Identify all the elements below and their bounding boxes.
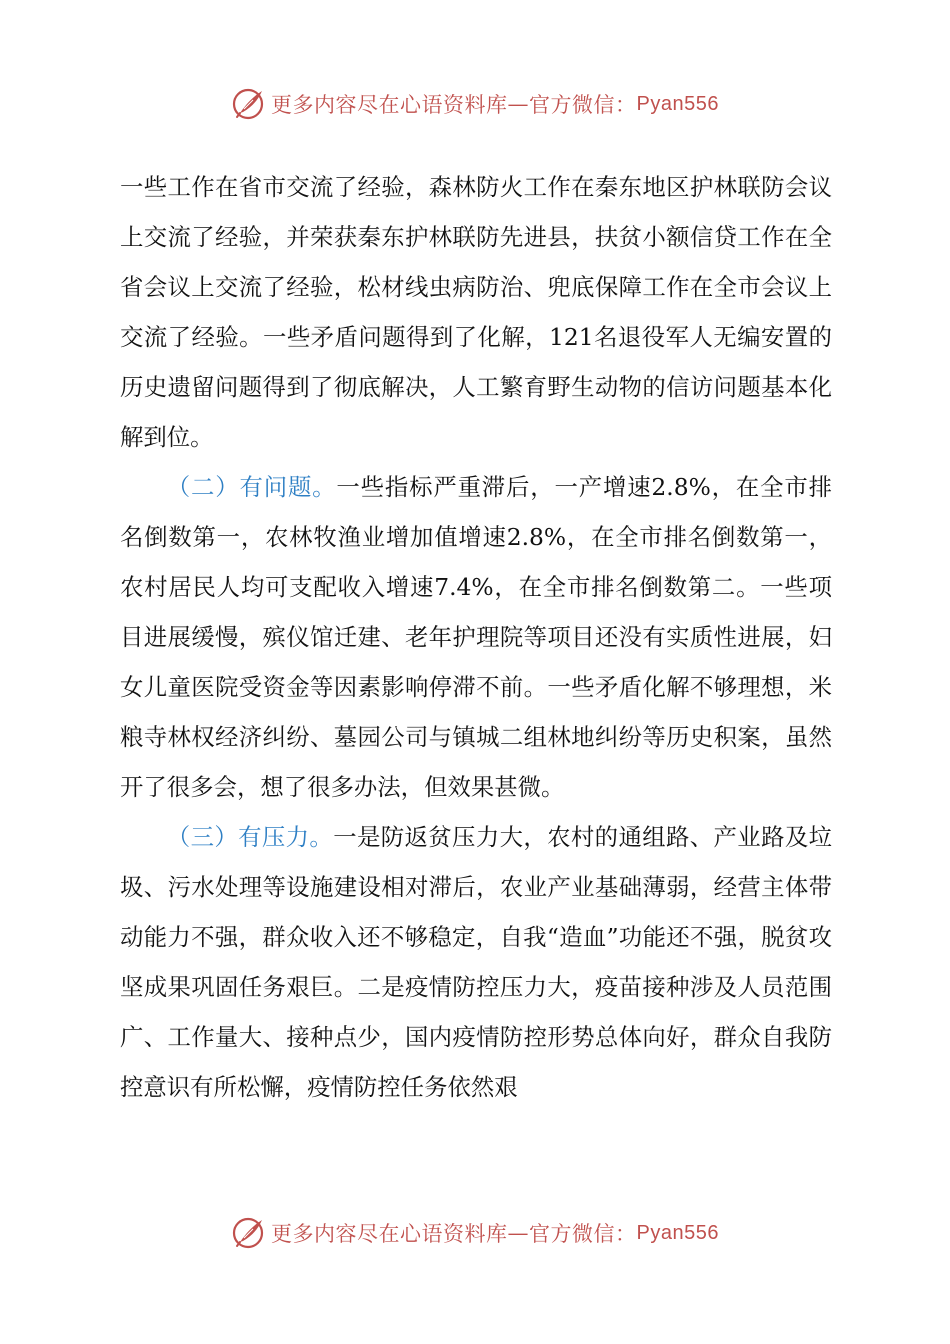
- document-body: [120, 162, 832, 1112]
- footer-wechat-label: 官方微信：: [529, 1222, 637, 1246]
- footer-wechat-id: Pyan556: [636, 1221, 719, 1244]
- header-wechat-label: 官方微信：: [529, 93, 637, 117]
- paragraph-2-text: 一些指标严重滞后，一产增速2.8%，在全市排名倒数第一，农林牧渔业增加值增速2.8%，在全市排名倒数第一，农村居民人均可支配收入增速7.4%，在全市排名倒数第二。一些项目进展缓慢，殡仪馆迁建、老年护理院等项目还没有实质性进展，妇女儿童医院受资金等因素影响停滞不前。一些矛盾化解不够理想，米粮寺林权经济纠纷、墓园公司与镇城二组林地纠纷等历史积案，虽然开了很多会，想了很多办法，但效果甚微。: [120, 473, 832, 801]
- paragraph-1-text: 一些工作在省市交流了经验，森林防火工作在秦东地区护林联防会议上交流了经验，并荣获秦东护林联防先进县，扶贫小额信贷工作在全省会议上交流了经验，松材线虫病防治、兜底保障工作在全市会议上交流了经验。一些矛盾问题得到了化解，121名退役军人无编安置的历史遗留问题得到了彻底解决，人工繁育野生动物的信访问题基本化解到位。: [120, 173, 832, 451]
- footer-banner: [0, 1215, 950, 1251]
- paragraph-2: [120, 462, 832, 812]
- paragraph-3: [120, 812, 832, 1112]
- paragraph-3-text: 一是防返贫压力大，农村的通组路、产业路及垃圾、污水处理等设施建设相对滞后，农业产业基础薄弱，经营主体带动能力不强，群众收入还不够稳定，自我“造血”功能还不强，脱贫攻坚成果巩固任务艰巨。二是疫情防控压力大，疫苗接种涉及人员范围广、工作量大、接种点少，国内疫情防控形势总体向好，群众自我防控意识有所松懈，疫情防控任务依然艰: [120, 823, 833, 1101]
- header-site-text: 更多内容尽在心语资料库: [271, 93, 508, 117]
- quill-pen-icon: [231, 1215, 267, 1251]
- section-heading-2: （二）有问题。: [166, 473, 337, 501]
- footer-site-text: 更多内容尽在心语资料库: [271, 1222, 508, 1246]
- section-heading-3: （三）有压力。: [166, 823, 334, 851]
- header-separator: —: [507, 92, 530, 116]
- header-wechat-id: Pyan556: [636, 92, 719, 115]
- quill-pen-icon: [231, 86, 267, 122]
- footer-separator: —: [507, 1221, 530, 1245]
- header-banner: [0, 86, 950, 122]
- paragraph-1: [120, 162, 832, 462]
